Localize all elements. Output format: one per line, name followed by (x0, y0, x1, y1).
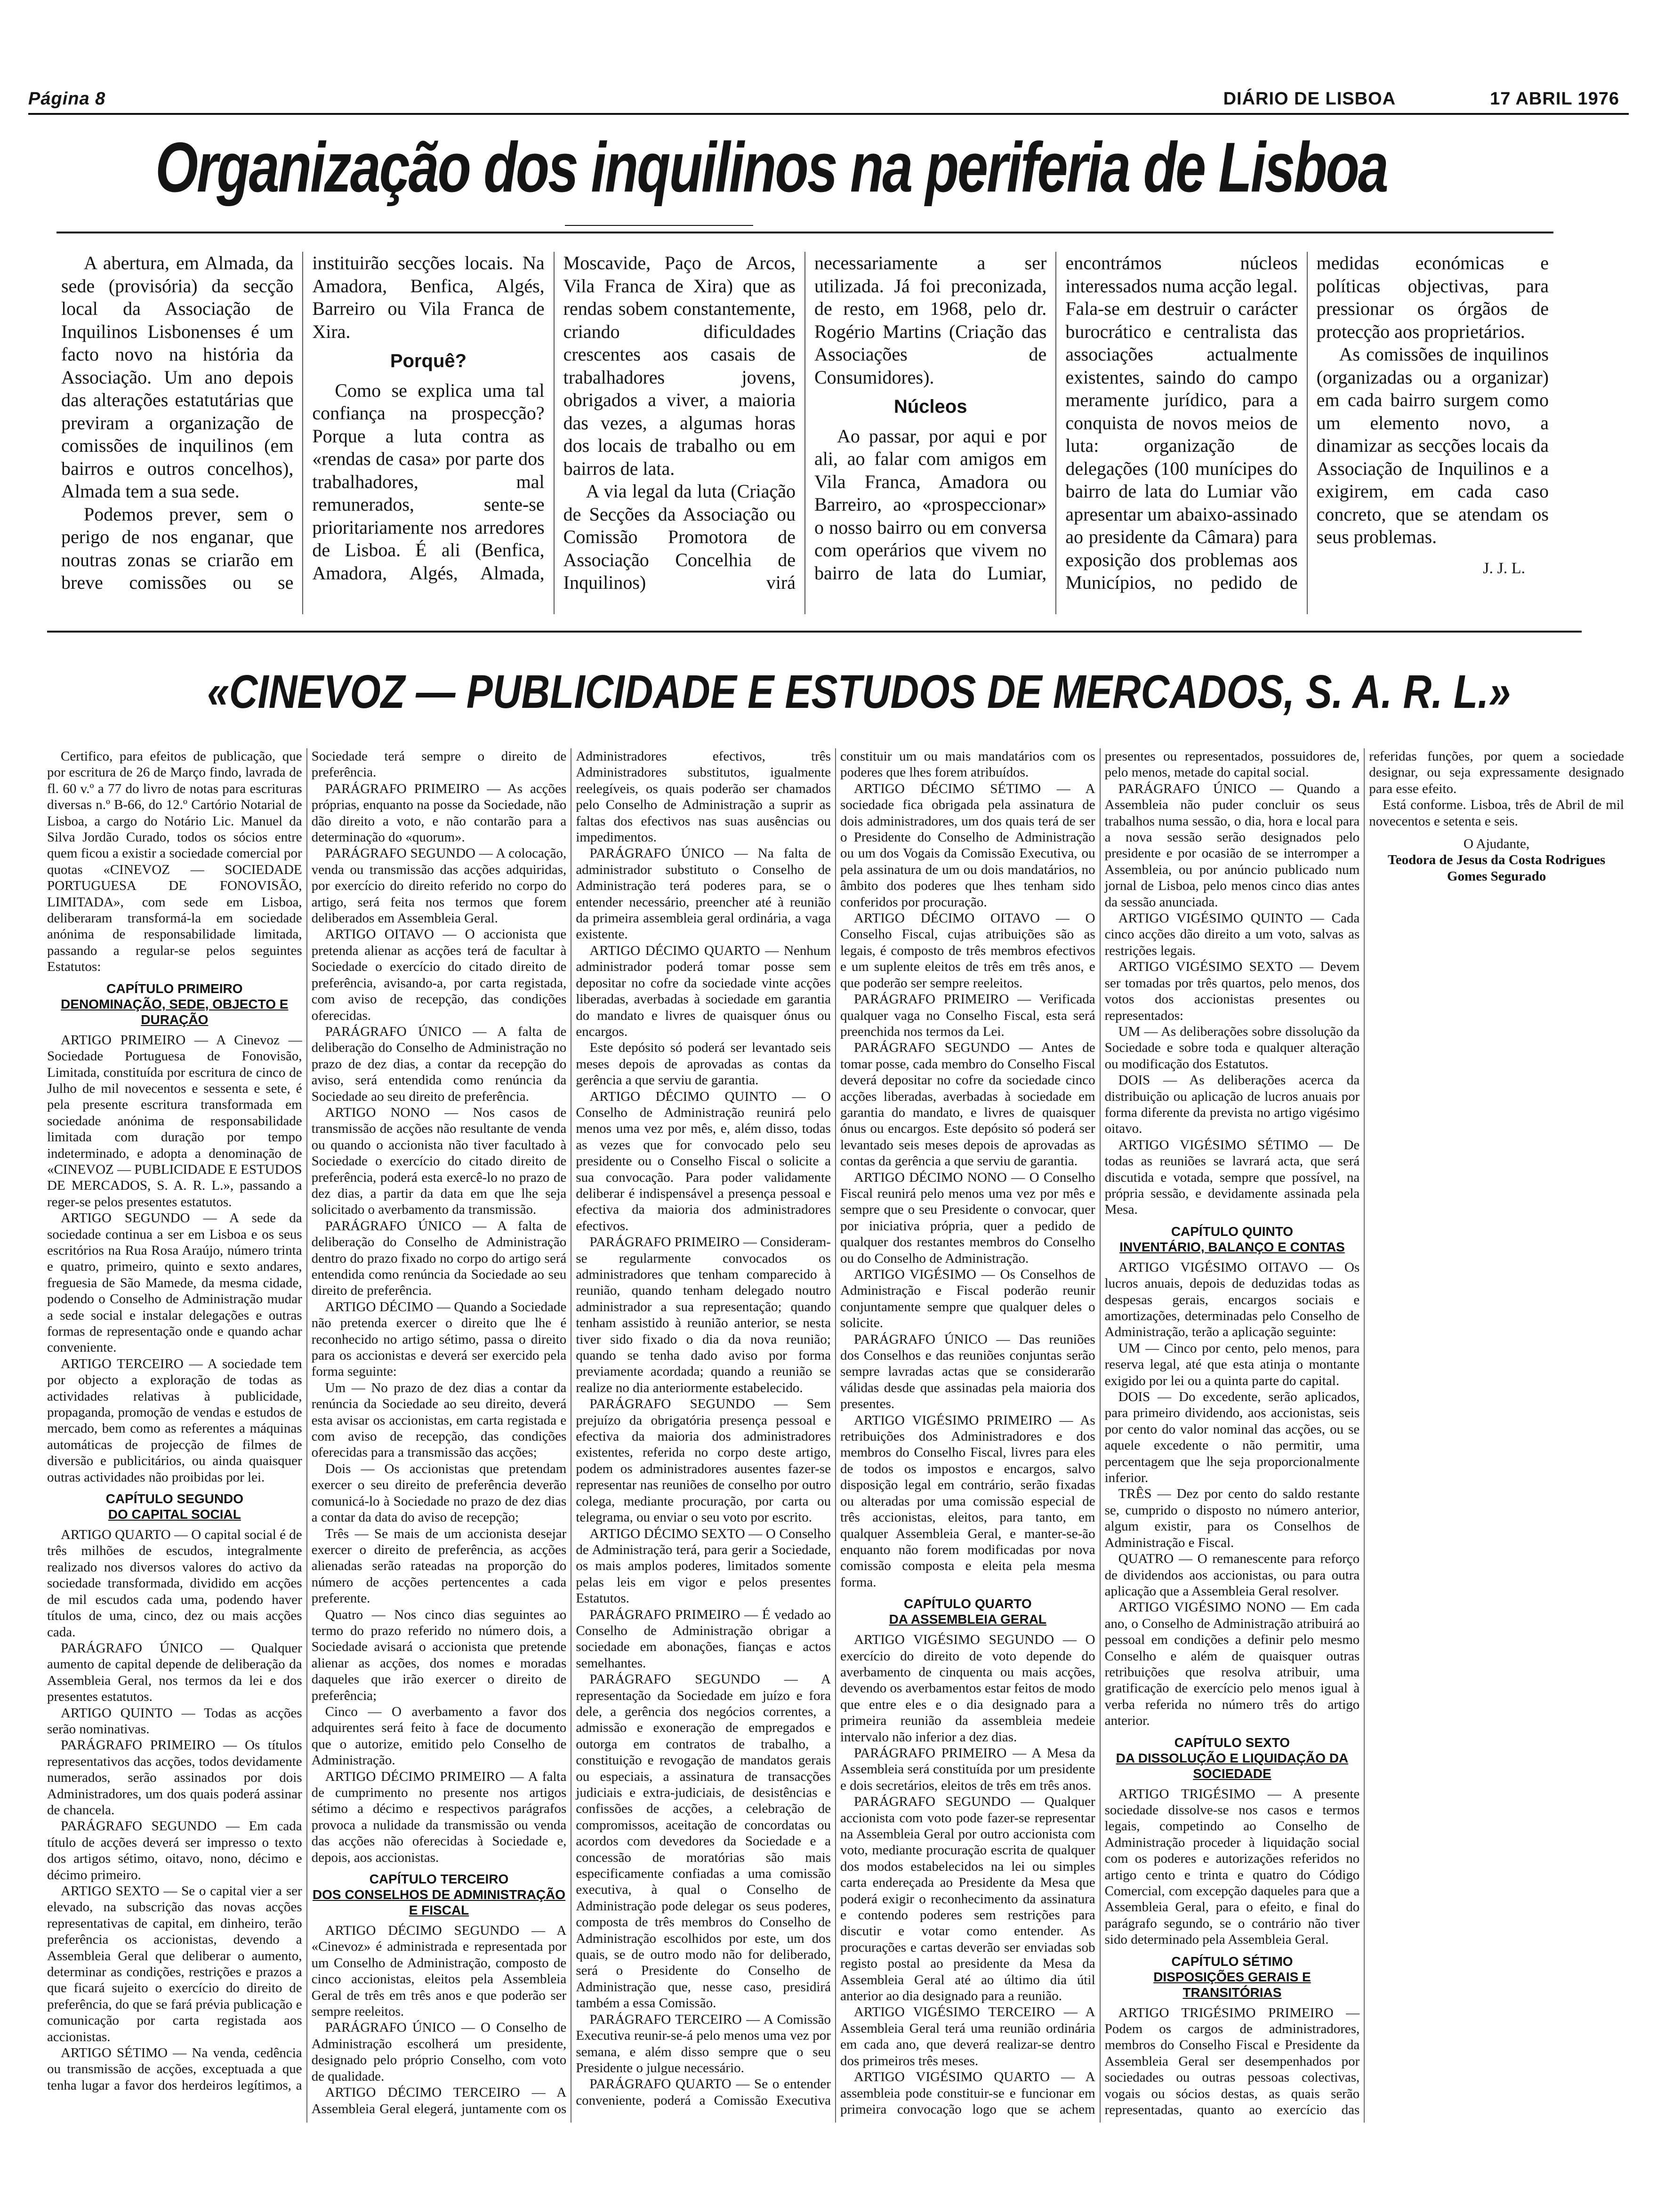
paragraph-clause: PARÁGRAFO ÚNICO — O Conselho de Administração escolherá um presidente, designado pelo próprio Conselho, com voto de qualidade. (311, 2020, 567, 2084)
list-item: UM — As deliberações sobre dissolução da Sociedade e sobre toda e qualquer alteração ou modificação dos Estatutos. (1104, 1024, 1360, 1072)
paragraph-clause: PARÁGRAFO ÚNICO — Das reuniões dos Conselhos e das reuniões conjuntas serão sempre lavradas actas que se considerarão válidas desde que assinadas pela maioria dos presentes. (840, 1331, 1095, 1412)
article-clause: ARTIGO VIGÉSIMO SEGUNDO — O exercício do direito de voto depende do averbamento de cinquenta ou mais acções, devendo os averbamentos estar feitos de modo que entre eles e o dia designado para a primeira reunião da assembleia medeie intervalo não inferior a dez dias. (840, 1632, 1095, 1745)
article-clause: ARTIGO DÉCIMO SÉTIMO — A sociedade fica obrigada pela assinatura de dois administradores, um dos quais terá de ser o Presidente do Conselho de Administração ou um dos Vogais da Comissão Executiva, ou pela assinatura de um ou dois mandatários, no âmbito dos poderes que lhes tenham sido conferidos por procuração. (840, 781, 1095, 910)
author-signature: J. J. L. (1483, 559, 1525, 577)
paragraph-clause: PARÁGRAFO SEGUNDO — A colocação, venda ou transmissão das acções adquiridas, por exercício do direito referido no corpo do artigo, será feita nos termos que forem deliberados em Assembleia Geral. (311, 846, 567, 926)
paragraph-clause: PARÁGRAFO PRIMEIRO — Os títulos representativos das acções, todos devidamente numerados, serão assinados por dois Administradores, um dos quais poderá assinar de chancela. (47, 1738, 302, 1818)
paragraph-clause: PARÁGRAFO SEGUNDO — Antes de tomar posse, cada membro do Conselho Fiscal deverá depositar no cofre da sociedade cinco acções liberadas, averbadas à sociedade em garantia do mandato, e livres de quaisquer ónus ou encargos. Este depósito só poderá ser levantado seis meses depois de aprovadas as contas da gerência a que serviu de garantia. (840, 1040, 1095, 1169)
article-clause: ARTIGO DÉCIMO TERCEIRO — A Assembleia Geral elegerá, juntamente com os Administradores efectivos, três Administradores substitutos, igualmente reelegíveis, os quais poderão ser chamados pelo Conselho de Administração a suprir as faltas dos efectivos nas suas ausências ou impedimentos. (311, 749, 831, 2116)
chapter-heading: CAPÍTULO SÉTIMO DISPOSIÇÕES GERAIS E TRANSITÓRIAS (1153, 1954, 1311, 2000)
headline-rule (56, 232, 1553, 233)
article-clause: ARTIGO TRIGÉSIMO PRIMEIRO — Podem os cargos de administradores, membros do Conselho Fiscal e Presidente da Assembleia Geral ser desempenhados por sociedades ou outras pessoas colectivas, vogais ou sócios destas, as quais serão representadas, quanto ao exercício das referidas funções, por quem a sociedade designar, ou seja expressamente designado para esse efeito. (1104, 749, 1624, 2118)
article-clause: ARTIGO QUINTO — Todas as acções serão nominativas. (47, 1705, 302, 1737)
article-clause: ARTIGO VIGÉSIMO QUARTO — A assembleia pode constituir-se e funcionar em primeira convocação logo que se achem presentes ou representados, possuidores de, pelo menos, metade do capital social. (840, 749, 1360, 2117)
list-item: DOIS — As deliberações acerca da distribuição ou aplicação de lucros anuais por forma diferente da prevista no artigo vigésimo oitavo. (1104, 1073, 1360, 1137)
chapter-heading: CAPÍTULO PRIMEIRO DENOMINAÇÃO, SEDE, OBJECTO E DURAÇÃO (61, 981, 289, 1027)
paragraph: Podemos prever, sem o perigo de nos enganar, que noutras zonas se criarão em breve comissões ou se instituirão secções locais. Na Amadora, Benfica, Algés, Barreiro ou Vila Franca de Xira. (61, 252, 545, 593)
article-clause: ARTIGO DÉCIMO QUINTO — O Conselho de Administração reunirá pelo menos uma vez por mês, e, além disso, todas as vezes que for convocado pelo seu presidente ou o Conselho Fiscal o solicite a sua convocação. Para poder validamente deliberar é indispensável a presença pessoal e efectiva da maioria dos administradores efectivos. (576, 1089, 831, 1234)
subheading: Núcleos (893, 396, 967, 417)
list-item: Cinco — O averbamento a favor dos adquirentes será feito à face de documento que o autorize, emitido pelo Conselho de Administração. (311, 1704, 567, 1768)
notice-intro: Certifico, para efeitos de publicação, que por escritura de 26 de Março findo, lavrada de fl. 60 v.º a 77 do livro de notas para escrituras diversas n.º B-66, do 12.º Cartório Notarial de Lisboa, a cargo do Notário Lic. Manuel da Silva Jordão Curado, todos os sócios entre quem ficou a existir a sociedade comercial por quotas «CINEVOZ — SOCIEDADE PORTUGUESA DE FONOVISÃO, LIMITADA», com sede em Lisboa, deliberaram transformá-la em sociedade anónima de responsabilidade limitada, passando a regular-se pelos seguintes Estatutos: (47, 749, 302, 975)
issue-date: 17 ABRIL 1976 (1490, 88, 1619, 109)
article-clause: ARTIGO TERCEIRO — A sociedade tem por objecto a exploração de todas as actividades relativas à publicidade, propaganda, promoção de vendas e estudos de mercado, bem como as referentes a máquinas automáticas de projecção de filmes de diversão e publicitários, ou ainda quaisquer outras actividades não proibidas por lei. (47, 1356, 302, 1485)
article-clause: ARTIGO VIGÉSIMO QUINTO — Cada cinco acções dão direito a um voto, salvas as restrições legais. (1104, 911, 1360, 958)
article-clause: ARTIGO SEXTO — Se o capital vier a ser elevado, na subscrição das novas acções representativas de capital, em dinheiro, terão preferência os accionistas, devendo a Assembleia Geral que deliberar o aumento, determinar as condições, restrições e prazos a que ficará sujeito o exercício do direito de preferência, do que se fará prévia publicação e comunicação por carta registada aos accionistas. (47, 1883, 302, 2044)
chapter-heading: CAPÍTULO TERCEIRO DOS CONSELHOS DE ADMINISTRAÇÃO E FISCAL (312, 1872, 566, 1918)
list-item: Um — No prazo de dez dias a contar da renúncia da Sociedade ao seu direito, deverá esta avisar os accionistas, em carta registada e com aviso de recepção, das condições oferecidas para a transmissão das acções; (311, 1380, 567, 1460)
article-clause: ARTIGO TRIGÉSIMO — A presente sociedade dissolve-se nos casos e termos legais, competindo ao Conselho de Administração proceder à liquidação social com os poderes e autorizações referidos no artigo cento e trinta e quatro do Código Comercial, com excepção daqueles para que a Assembleia Geral, para o efeito, e final do parágrafo segundo, se o contrário não tiver sido determinado pela Assembleia Geral. (1104, 1786, 1360, 1948)
article-clause: ARTIGO PRIMEIRO — A Cinevoz — Sociedade Portuguesa de Fonovisão, Limitada, constituída por escritura de cinco de Julho de mil novecentos e sessenta e sete, é pela presente escritura transformada em sociedade anónima de responsabilidade limitada com duração por tempo indeterminado, e adopta a denominação de «CINEVOZ — PUBLICIDADE E ESTUDOS DE MERCADOS, S. A. R. L.», passando a reger-se pelos presentes estatutos. (47, 1032, 302, 1210)
headline-short-rule (565, 225, 753, 226)
article-clause: ARTIGO VIGÉSIMO NONO — Em cada ano, o Conselho de Administração atribuirá ao pessoal em condições a definir pelo mesmo Conselho e além de quaisquer outras retribuições que resolva atribuir, uma gratificação de exercício pelo menos igual à verba referida no número três do artigo anterior. (1104, 1600, 1360, 1729)
paragraph-clause: PARÁGRAFO PRIMEIRO — Consideram-se regularmente convocados os administradores que tenham comparecido à reunião, quando tenham delegado noutro administrador a sua representação; quando tenham assistido à reunião anterior, se nesta tiver sido fixado o dia da nova reunião; quando se tenha dado aviso por forma previamente acordada; quando a reunião se realize no dia anteriormente estabelecido. (576, 1234, 831, 1395)
article-body (61, 252, 1549, 614)
paragraph: Como se explica uma tal confiança na prospecção? Porque a luta contra as «rendas de casa» por parte dos trabalhadores, mal remunerados, sente-se prioritariamente nos arredores de Lisboa. É ali (Benfica, Amadora, Algés, Almada, Moscavide, Paço de Arcos, Vila Franca de Xira) que as rendas sobem constantemente, criando dificuldades crescentes aos casais de trabalhadores jovens, obrigados a viver, a maioria das vezes, a algumas horas dos locais de trabalho ou em bairros de lata. (312, 252, 796, 584)
running-header (28, 85, 1629, 115)
article-headline: Organização dos inquilinos na periferia de Lisboa (155, 128, 1387, 207)
article-clause: ARTIGO SEGUNDO — A sede da sociedade continua a ser em Lisboa e os seus escritórios na Rua Rosa Araújo, número trinta e quatro, primeiro, quinto e sexto andares, freguesia de São Mamede, da mesma cidade, podendo o Conselho de Administração mudar a sede social e instalar delegações e outras formas de representação onde e quando achar conveniente. (47, 1210, 302, 1355)
paragraph-clause: PARÁGRAFO ÚNICO — A falta de deliberação do Conselho de Administração dentro do prazo fixado no corpo do artigo será entendida como renúncia da Sociedade ao seu direito de preferência. (311, 1218, 567, 1298)
closing-role: O Ajudante, (1464, 836, 1530, 852)
chapter-heading: CAPÍTULO QUARTO DA ASSEMBLEIA GERAL (889, 1596, 1047, 1627)
chapter-heading: CAPÍTULO SEGUNDO DO CAPITAL SOCIAL (105, 1491, 244, 1522)
newspaper-name: DIÁRIO DE LISBOA (1223, 88, 1396, 109)
paragraph-clause: PARÁGRAFO ÚNICO — Quando a Assembleia não puder concluir os seus trabalhos numa sessão, o dia, hora e local para a nova sessão serão designados pelo presidente e por ocasião de se interromper a Assembleia, ou por anúncio publicado num jornal de Lisboa, pelo menos cinco dias antes da sessão anunciada. (1104, 781, 1360, 910)
article-clause: ARTIGO VIGÉSIMO PRIMEIRO — As retribuições dos Administradores e dos membros do Conselho Fiscal, livres para eles de todos os impostos e encargos, salvo disposição legal em contrário, serão fixadas ou alteradas por uma comissão especial de três accionistas, eleitos, para tanto, em qualquer Assembleia Geral, e manter-se-ão enquanto não forem modificadas por nova comissão composta e eleita pela mesma forma. (840, 1412, 1095, 1590)
paragraph-clause: PARÁGRAFO SEGUNDO — Em cada título de acções deverá ser impresso o texto dos artigos sétimo, oitavo, nono, décimo e décimo primeiro. (47, 1819, 302, 1883)
article-clause: ARTIGO DÉCIMO SEGUNDO — A «Cinevoz» é administrada e representada por um Conselho de Administração, composto de cinco accionistas, eleitos pela Assembleia Geral de três em três anos e que poderão ser sempre reeleitos. (311, 1923, 567, 2020)
article-clause: ARTIGO DÉCIMO — Quando a Sociedade não pretenda exercer o direito que lhe é reconhecido no artigo sétimo, passa o direito para os accionistas e deverá ser exercido pela forma seguinte: (311, 1299, 567, 1379)
article-clause: ARTIGO DÉCIMO PRIMEIRO — A falta de cumprimento no presente nos artigos sétimo a décimo e respectivos parágrafos provoca a nulidade da transmissão ou venda das acções não oferecidas à Sociedade e, depois, aos accionistas. (311, 1769, 567, 1865)
paragraph-clause: PARÁGRAFO ÚNICO — Na falta de administrador substituto o Conselho de Administração terá poderes para, se o entender necessário, preencher até à reunião da primeira assembleia geral ordinária, a vaga existente. (576, 846, 831, 942)
list-item: Três — Se mais de um accionista desejar exercer o direito de preferência, as acções alienadas serão rateadas na proporção do número de acções pertencentes a cada preferente. (311, 1526, 567, 1606)
paragraph-clause: PARÁGRAFO TERCEIRO — A Comissão Executiva reunir-se-á pelo menos uma vez por semana, e além disso sempre que o seu Presidente o julgue necessário. (576, 2012, 831, 2076)
masthead-block (1223, 89, 1629, 109)
paragraph: A abertura, em Almada, da sede (provisória) da secção local da Associação de Inquilinos Lisbonenses é um facto novo na história da Associação. Um ano depois das alterações estatutárias que previram a organização de comissões de inquilinos (em bairros e outros concelhos), Almada tem a sua sede. (61, 252, 294, 502)
chapter-heading: CAPÍTULO QUINTO INVENTÁRIO, BALANÇO E CONTAS (1119, 1224, 1345, 1254)
article-clause: ARTIGO OITAVO — O accionista que pretenda alienar as acções terá de facultar à Sociedade o exercício do citado direito de preferência, avisando-a, por carta registada, com aviso de recepção, das condições oferecidas. (311, 927, 567, 1023)
closing-statement: Está conforme. Lisboa, três de Abril de mil novecentos e setenta e seis. (1369, 797, 1624, 829)
chapter-heading: CAPÍTULO SEXTO DA DISSOLUÇÃO E LIQUIDAÇÃO DA SOCIEDADE (1116, 1735, 1349, 1781)
article-clause: ARTIGO DÉCIMO NONO — O Conselho Fiscal reunirá pelo menos uma vez por mês e sempre que o seu Presidente o convocar, quer por iniciativa própria, quer a pedido de qualquer dos restantes membros do Conselho ou do Conselho de Administração. (840, 1170, 1095, 1266)
paragraph-clause: PARÁGRAFO SEGUNDO — Qualquer accionista com voto pode fazer-se representar na Assembleia Geral por outro accionista com voto, mediante procuração escrita de qualquer dos modos estabelecidos na lei ou simples carta endereçada ao Presidente da Mesa que poderá exigir o reconhecimento da assinatura e contendo poderes sem restrições para discutir e votar como entender. As procurações e cartas deverão ser enviadas sob registo postal ao presidente da Mesa da Assembleia Geral até ao último dia útil anterior ao dia designado para a reunião. (840, 1794, 1095, 2004)
paragraph-clause: PARÁGRAFO PRIMEIRO — As acções próprias, enquanto na posse da Sociedade, não dão direito a voto, e não contarão para a determinação do «quorum». (311, 781, 567, 845)
paragraph: As comissões de inquilinos (organizadas ou a organizar) em cada bairro surgem como um elemento novo, a dinamizar as secções locais da Associação de Inquilinos e a exigirem, em cada caso concreto, que se atendam os seus problemas. (1316, 344, 1549, 547)
article-clause: ARTIGO VIGÉSIMO SEXTO — Devem ser tomadas por três quartos, pelo menos, dos votos dos accionistas presentes ou representados: (1104, 959, 1360, 1023)
subheading: Porquê? (390, 351, 467, 371)
paragraph-clause: PARÁGRAFO PRIMEIRO — Verificada qualquer vaga no Conselho Fiscal, esta será preenchida nos termos da Lei. (840, 992, 1095, 1039)
article-clause: ARTIGO VIGÉSIMO OITAVO — Os lucros anuais, depois de deduzidas todas as despesas gerais, encargos sociais e amortizações, determinadas pelo Conselho de Administração, terão a aplicação seguinte: (1104, 1259, 1360, 1340)
section-divider (47, 631, 1582, 633)
paragraph: A via legal da luta (Criação de Secções da Associação ou Comissão Promotora de Associação Concelhia de Inquilinos) virá necessariamente a ser utilizada. Já foi preconizada, de resto, em 1968, pelo dr. Rogério Martins (Criação das Associações de Consumidores). (563, 252, 1047, 593)
paragraph: Ao passar, por aqui e por ali, ao falar com amigos em Vila Franca, Amadora ou Barreiro, ao «prospeccionar» o nosso bairro ou em conversa com operários que vivem no bairro de lata do Lumiar, encontrámos núcleos interessados numa acção legal. Fala-se em destruir o carácter burocrático e centralista das associações actualmente existentes, saindo do campo meramente jurídico, para a conquista de novos meios de luta: organização de delegações (100 munícipes do bairro de lata do Lumiar vão apresentar um abaixo-assinado ao presidente da Câmara) para exposição dos problemas aos Municípios, no pedido de medidas económicas e políticas objectivas, para pressionar os órgãos de protecção aos proprietários. (814, 252, 1549, 593)
paragraph-clause: PARÁGRAFO PRIMEIRO — É vedado ao Conselho de Administração obrigar a sociedade em abonações, fianças e actos semelhantes. (576, 1607, 831, 1671)
article-clause: ARTIGO DÉCIMO OITAVO — O Conselho Fiscal, cujas atribuições são as legais, é composto de três membros efectivos e um suplente eleitos de três em três anos, e que poderão ser sempre reeleitos. (840, 911, 1095, 991)
article-clause: ARTIGO DÉCIMO SEXTO — O Conselho de Administração terá, para gerir a Sociedade, os mais amplos poderes, limitados somente pelas leis em vigor e pelos presentes Estatutos. (576, 1526, 831, 1606)
list-item: QUATRO — O remanescente para reforço de dividendos aos accionistas, ou para outra aplicação que a Assembleia Geral resolver. (1104, 1551, 1360, 1599)
paragraph-clause: PARÁGRAFO ÚNICO — Qualquer aumento de capital depende de deliberação da Assembleia Geral, nos termos da lei e dos presentes estatutos. (47, 1640, 302, 1705)
paragraph-clause: PARÁGRAFO SEGUNDO — A representação da Sociedade em juízo e fora dele, a gerência dos negócios correntes, a admissão e exoneração de empregados e outorga em contratos de trabalho, a constituição e revogação de mandatos gerais ou especiais, a assinatura de transacções judiciais e extra-judiciais, de desistências e confissões de acções, a celebração de compromissos, aceitação de concordatas ou acordos com devedores da Sociedade e a concessão de moratórias são mais especificamente confiadas a uma comissão executiva, à qual o Conselho de Administração pode delegar os seus poderes, composta de três membros do Conselho de Administração escolhidos por este, um dos quais, se de outro modo não for deliberado, será o Presidente do Conselho de Administração que, nesse caso, presidirá também a essa Comissão. (576, 1672, 831, 2011)
paragraph-clause: PARÁGRAFO SEGUNDO — Sem prejuízo da obrigatória presença pessoal e efectiva da maioria dos administradores existentes, referida no corpo deste artigo, podem os administradores ausentes fazer-se representar nas reuniões de conselho por outro colega, mediante procuração, por carta ou telegrama, ou enviar o seu voto por escrito. (576, 1396, 831, 1525)
paragraph-clause: PARÁGRAFO PRIMEIRO — A Mesa da Assembleia será constituída por um presidente e dois secretários, eleitos de três em três anos. (840, 1745, 1095, 1793)
article-clause: ARTIGO VIGÉSIMO — Os Conselhos de Administração e Fiscal poderão reunir conjuntamente sempre que qualquer deles o solicite. (840, 1267, 1095, 1331)
page-number: Página 8 (28, 88, 106, 109)
list-item: UM — Cinco por cento, pelo menos, para reserva legal, até que esta atinja o montante exigido por lei ou a quinta parte do capital. (1104, 1340, 1360, 1388)
article-clause: ARTIGO SÉTIMO — Na venda, cedência ou transmissão de acções, exceptuada a que tenha lugar a favor dos herdeiros legítimos, a Sociedade terá sempre o direito de preferência. (47, 749, 567, 2093)
list-item: TRÊS — Dez por cento do saldo restante se, cumprido o disposto no número anterior, algum existir, para os Conselhos de Administração e Fiscal. (1104, 1486, 1360, 1550)
list-item: DOIS — Do excedente, serão aplicados, para primeiro dividendo, aos accionistas, seis por cento do valor nominal das acções, ou se aquele excedente o não permitir, uma percentagem que lhe seja proporcionalmente inferior. (1104, 1389, 1360, 1486)
paragraph-clause: PARÁGRAFO QUARTO — Se o entender conveniente, poderá a Comissão Executiva constituir um ou mais mandatários com os poderes que lhes forem atribuídos. (576, 749, 1095, 2108)
list-item: Quatro — Nos cinco dias seguintes ao termo do prazo referido no número dois, a Sociedade avisará o accionista que pretende alienar as acções, dos nomes e moradas daqueles que irão exercer o direito de preferência; (311, 1607, 567, 1703)
signer-name: Teodora de Jesus da Costa Rodrigues Gomes Segurado (1388, 852, 1606, 884)
article-clause: ARTIGO NONO — Nos casos de transmissão de acções não resultante de venda ou quando o accionista não tiver facultado à Sociedade o exercício do citado direito de preferência, poderá esta exercê-lo no prazo de dez dias, a partir da data em que lhe seja solicitado o averbamento da transmissão. (311, 1105, 567, 1218)
paragraph-clause: PARÁGRAFO ÚNICO — A falta de deliberação do Conselho de Administração no prazo de dez dias, a contar da recepção do aviso, será entendida como renúncia da Sociedade ao seu direito de preferência. (311, 1024, 567, 1104)
legal-notice-body (47, 748, 1624, 2123)
list-item: Dois — Os accionistas que pretendam exercer o seu direito de preferência deverão comunicá-lo à Sociedade no prazo de dez dias a contar da data do aviso de recepção; (311, 1461, 567, 1525)
article-clause: ARTIGO DÉCIMO QUARTO — Nenhum administrador poderá tomar posse sem depositar no cofre da sociedade vinte acções liberadas, averbadas à sociedade em garantia do mandato e livres de quaisquer ónus ou encargos. (576, 943, 831, 1039)
notice-headline: «CINEVOZ — PUBLICIDADE E ESTUDOS DE MERCADOS, S. A. R. L.» (207, 665, 1511, 718)
paragraph-clause: Este depósito só poderá ser levantado seis meses depois de aprovadas as contas da gerência a que serviu de garantia. (576, 1040, 831, 1088)
article-clause: ARTIGO VIGÉSIMO SÉTIMO — De todas as reuniões se lavrará acta, que será discutida e votada, sempre que possível, na própria sessão, e devidamente assinada pela Mesa. (1104, 1137, 1360, 1218)
article-clause: ARTIGO QUARTO — O capital social é de três milhões de escudos, integralmente realizado nos diversos valores do activo da sociedade transformada, dividido em acções de mil escudos cada uma, podendo haver títulos de uma, cinco, dez ou mais acções cada. (47, 1527, 302, 1640)
article-clause: ARTIGO VIGÉSIMO TERCEIRO — A Assembleia Geral terá uma reunião ordinária em cada ano, que deverá realizar-se dentro dos primeiros três meses. (840, 2004, 1095, 2068)
